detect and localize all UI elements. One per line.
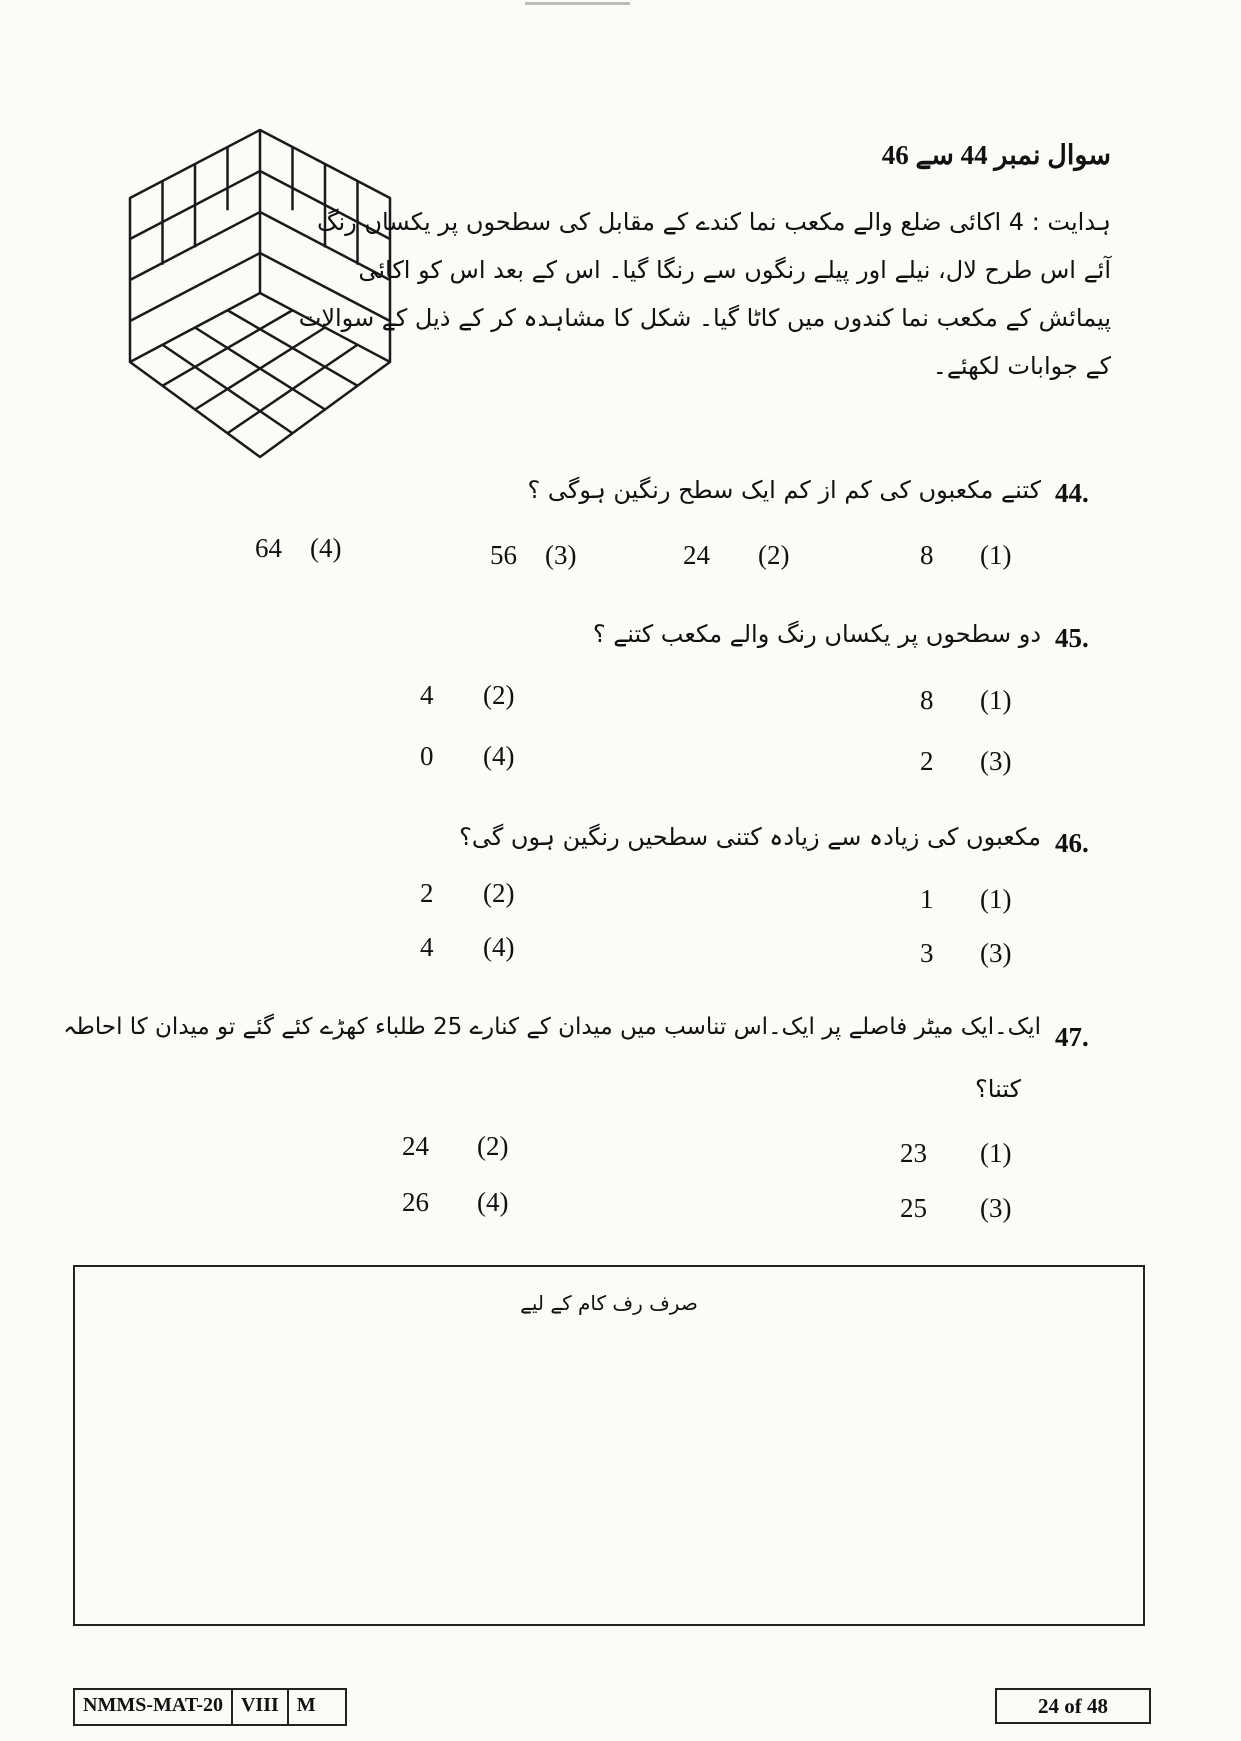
option-value: 26: [402, 1187, 429, 1217]
option-value: 8: [920, 540, 934, 570]
option-value: 2: [420, 878, 434, 908]
option-label[interactable]: (4): [483, 932, 515, 962]
top-scan-line: [525, 2, 630, 5]
option-value: 3: [920, 938, 934, 968]
instruction-paragraph: [298, 198, 1111, 390]
option-label[interactable]: (3): [545, 540, 577, 570]
option-label[interactable]: (1): [980, 540, 1012, 570]
option-value: 24: [402, 1131, 429, 1161]
option-label[interactable]: (4): [310, 533, 342, 563]
option-value: 4: [420, 932, 434, 962]
option-label[interactable]: (3): [980, 1193, 1012, 1223]
exam-code-box: [73, 1688, 347, 1726]
exam-code: NMMS-MAT-20: [75, 1690, 233, 1724]
instruction-line: آئے اس طرح لال، نیلے اور پیلے رنگوں سے رنگا گیا۔ اس کے بعد اس کو اکائی: [358, 256, 1111, 284]
option-label[interactable]: (4): [483, 741, 515, 771]
option-label[interactable]: (3): [980, 746, 1012, 776]
option-value: 25: [900, 1193, 927, 1223]
option-label[interactable]: (1): [980, 1138, 1012, 1168]
question-number: 47.: [1055, 1022, 1089, 1052]
option-label[interactable]: (3): [980, 938, 1012, 968]
option-label[interactable]: (4): [477, 1187, 509, 1217]
option-value: 8: [920, 685, 934, 715]
question-text: کتنے مکعبوں کی کم از کم ایک سطح رنگین ہوگی ؟: [527, 476, 1041, 504]
question-number: 44.: [1055, 478, 1089, 508]
question-text: دو سطحوں پر یکساں رنگ والے مکعب کتنے ؟: [592, 620, 1041, 648]
option-label[interactable]: (2): [477, 1131, 509, 1161]
rough-work-label: صرف رف کام کے لیے: [520, 1291, 698, 1315]
question-text: ایک۔ایک میٹر فاصلے پر ایک۔اس تناسب میں میدان کے کنارے 25 طلباء کھڑے کئے گئے تو میدان کا احاطہ: [63, 1014, 1041, 1040]
instruction-line: پیمائش کے مکعب نما کندوں میں کاٹا گیا۔ شکل کا مشاہدہ کر کے ذیل کے سوالات: [298, 304, 1111, 332]
rough-work-box: [73, 1265, 1145, 1626]
exam-class: VIII: [233, 1690, 289, 1724]
option-label[interactable]: (2): [758, 540, 790, 570]
instruction-line: ہدایت : 4 اکائی ضلع والے مکعب نما کندے کے مقابل کی سطحوں پر یکساں رنگ: [317, 208, 1111, 236]
option-label[interactable]: (1): [980, 685, 1012, 715]
option-value: 56: [490, 540, 517, 570]
question-number: 46.: [1055, 828, 1089, 858]
instruction-line: کے جوابات لکھئے۔: [932, 352, 1111, 380]
option-value: 4: [420, 680, 434, 710]
exam-medium: M: [296, 1694, 316, 1716]
option-value: 24: [683, 540, 710, 570]
page-number-box: 24 of 48: [995, 1688, 1151, 1724]
option-label[interactable]: (1): [980, 884, 1012, 914]
option-value: 64: [255, 533, 282, 563]
section-heading: سوال نمبر 44 سے 46: [881, 140, 1111, 170]
option-value: 2: [920, 746, 934, 776]
option-value: 23: [900, 1138, 927, 1168]
question-text-continued: کتنا؟: [975, 1075, 1021, 1103]
cube-figure: [125, 125, 395, 460]
option-label[interactable]: (2): [483, 878, 515, 908]
option-label[interactable]: (2): [483, 680, 515, 710]
option-value: 0: [420, 741, 434, 771]
option-value: 1: [920, 884, 934, 914]
question-text: مکعبوں کی زیادہ سے زیادہ کتنی سطحیں رنگین ہوں گی؟: [459, 823, 1041, 851]
question-number: 45.: [1055, 623, 1089, 653]
